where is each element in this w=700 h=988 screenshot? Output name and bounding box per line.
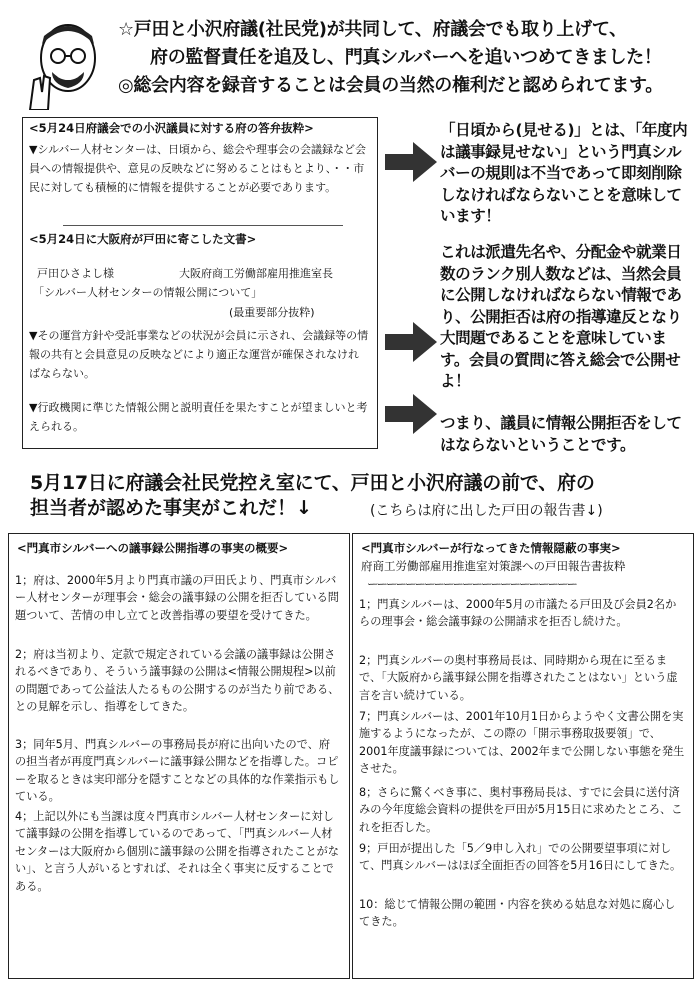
headline-line-2: 担当者が認めた事実がこれだ！↓ — [30, 497, 312, 519]
report-divider: ーーーーーーーーーーーーーーーーーーーーーー — [367, 577, 576, 591]
list-item: 10：総じて情報公開の範囲・内容を狭める姑息な対処に腐心してきた。 — [359, 898, 676, 929]
document-heading: <5月24日に大阪府が戸田に寄こした文書> — [29, 232, 257, 246]
document-point-2: ▼行政機関に準じた情報公開と説明責任を果たすことが望ましいと考えられる。 — [29, 401, 368, 433]
document-sender: 大阪府商工労働部雇用推進室長 — [179, 267, 333, 280]
report-excerpt-box — [352, 533, 694, 979]
right-arrow-icon — [385, 320, 437, 364]
headline-line-1: 5月17日に府議会社民党控え室にて、戸田と小沢府議の前で、府の — [30, 472, 595, 494]
section-divider — [63, 225, 343, 226]
headline-aside: (こちらは府に出した戸田の報告書↓) — [370, 503, 603, 519]
document-point-1: ▼その運営方針や受託事業などの状況が会員に示され、会議録等の情報の共有と会員意見の反映などにより適正な運営が確保されなければならない。 — [29, 329, 369, 380]
report-heading: <門真市シルバーが行なってきた情報隠蔽の事実> — [361, 541, 621, 555]
right-arrow-icon — [385, 140, 437, 184]
right-note-3: つまり、議員に情報公開拒否をしてはならないということです。 — [440, 414, 682, 454]
list-item: 2；門真シルバーの奥村事務局長は、同時期から現在に至るまで、「大阪府から議事録公開を指導されたことはない」という虚言を言い続けている。 — [359, 654, 678, 702]
right-note-1: 「日頃から(見せる)」とは、「年度内は議事録見せない」という門真シルバーの規則は不当であって即刻削除しなければならないことを意味しています！ — [440, 121, 688, 225]
list-item: 2；府は当初より、定款で規定されている会議の議事録は公開されるべきであり、そういう議事録の公開は<情報公開規程>以前の問題であって公益法人たるもの公開するのが当たり前である、との見解を示し、指導をしてきた。 — [15, 648, 340, 714]
list-item: 1；府は、2000年5月より門真市議の戸田氏より、門真市シルバー人材センターが理事会・総会の議事録の公開を拒否している問題ついて、苦情の申し立てと改善指導の要望を受けてきた。 — [15, 574, 339, 622]
header-line-1: ☆戸田と小沢府議(社民党)が共同して、府議会でも取り上げて、 — [118, 19, 627, 40]
document-note: (最重要部分抜粋) — [229, 306, 315, 319]
list-item: 1；門真シルバーは、2000年5月の市議たる戸田及び会員2名からの理事会・総会議事録の公開請求を拒否し続けた。 — [359, 598, 677, 629]
facts-summary-box — [8, 533, 350, 979]
document-addressee: 戸田ひさよし様 — [37, 267, 114, 280]
list-item: 9；戸田が提出した「5／9申し入れ」での公開要望事項に対して、門真シルバーはほぼ全面拒否の回答を5月16日にしてきた。 — [359, 842, 682, 873]
government-answer-box — [22, 117, 378, 449]
answer-text: ▼シルバー人材センターは、日頃から、総会や理事会の会議録など会員への情報提供や、意見の反映などに努めることはもとより、・・市民に対しても積極的に情報を提供することが必要であります。 — [29, 143, 366, 194]
answer-heading: <5月24日府議会での小沢議員に対する府の答弁抜粋> — [29, 121, 314, 135]
right-note-2: これは派遣先名や、分配金や就業日数のランク別人数などは、当然会員に公開しなければならない情報であり、公開拒否は府の指導違反となり大問題であることを意味しています。会員の質問に答え総会で公開せよ！ — [440, 243, 682, 390]
right-arrow-icon — [385, 392, 437, 436]
document-title: 「シルバー人材センターの情報公開について」 — [33, 286, 263, 299]
header-line-3: ◎総会内容を録音することは会員の当然の権利だと認められてます。 — [118, 75, 663, 96]
facts-heading: <門真市シルバーへの議事録公開指導の事実の概要> — [17, 541, 289, 555]
list-item: 7；門真シルバーは、2001年10月1日からようやく文書公開を実施するようになったが、この際の「開示事務取扱要領」で、2001年度議事録については、2002年まで公開しない事態を発生させた。 — [359, 710, 685, 776]
report-subheading: 府商工労働部雇用推進室対策課への戸田報告書抜粋 — [361, 559, 626, 573]
list-item: 4；上記以外にも当課は度々門真市シルバー人材センターに対して議事録の公開を指導しているのであって、「門真シルバー人材センターは大阪府から個別に議事録の公開を指導されたことがない」、と言う人がいるとすれば、それは全く事実に反することである。 — [15, 810, 339, 893]
header-line-2: 府の監督責任を追及し、門真シルバーへを追いつめてきました！ — [150, 47, 662, 68]
list-item: 3；同年5月、門真シルバーの事務局長が府に出向いたので、府の担当者が再度門真シルバーに議事録公開などを指導した。コピーを取るときは実印部分を隠すことなどの具体的な作業指示もしている。 — [15, 738, 340, 804]
avatar-illustration-icon — [28, 18, 106, 110]
list-item: 8；さらに驚くべき事に、奥村事務局長は、すでに会員に送付済みの今年度総会資料の提供を戸田が5月15日に求めたところ、これを拒否した。 — [359, 786, 683, 834]
